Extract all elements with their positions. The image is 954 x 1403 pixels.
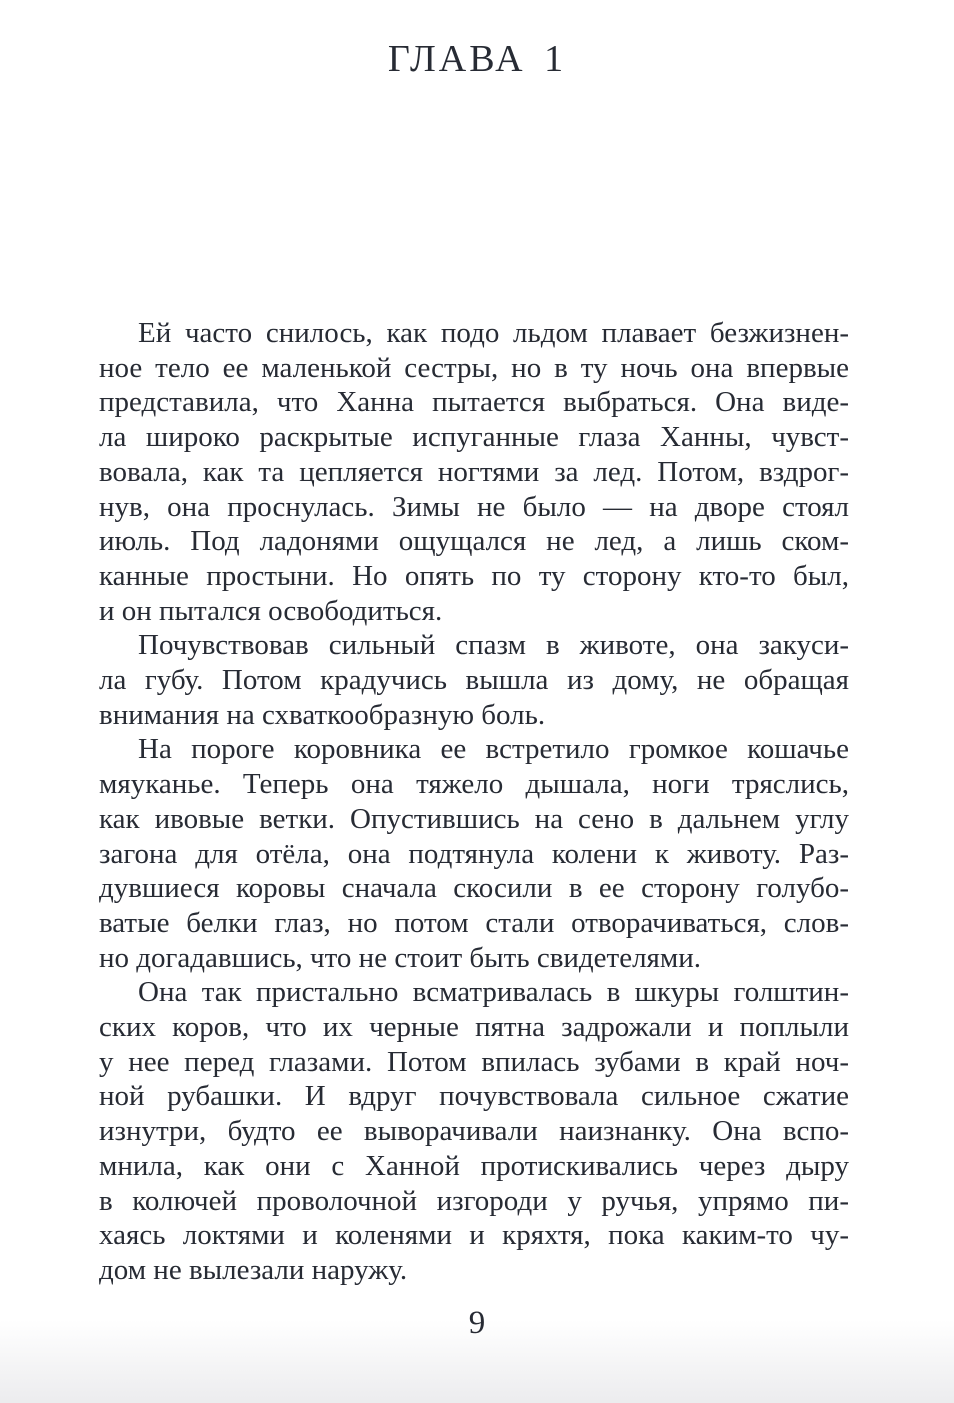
text-line: в колючей проволочной изгороди у ручья, упрямо пи- [99,1184,849,1217]
text-line: вовала, как та цепляется ногтями за лед. Потом, вздрог- [99,455,849,488]
text-line: Почувствовав сильный спазм в животе, она закуси- [138,629,849,662]
paragraph [99,732,849,975]
text-line: ских коров, что их черные пятна задрожали и поплыли [99,1011,849,1044]
text-line: нув, она проснулась. Зимы не было — на дворе стоял [99,490,849,523]
text-line: Ей часто снилось, как подо льдом плавает безжизнен- [138,317,849,349]
text-line: у нее перед глазами. Потом впилась зубами в край ноч- [99,1045,849,1078]
text-line: ное тело ее маленькой сестры, но в ту ночь она впервые [99,351,849,384]
text-line: ной рубашки. И вдруг почувствовала сильное сжатие [99,1080,849,1113]
text-line: хаясь локтями и коленями и кряхтя, пока каким-то чу- [99,1219,849,1252]
text-line: изнутри, будто ее выворачивали наизнанку. Она вспо- [99,1115,849,1148]
text-line: ватые белки глаз, но потом стали отворачиваться, слов- [99,906,849,939]
text-line: как ивовые ветки. Опустившись на сено в дальнем углу [99,802,849,835]
text-line: и он пытался освободиться. [99,594,443,627]
text-line: дом не вылезали наружу. [99,1253,408,1286]
paragraph [99,628,849,732]
text-line: На пороге коровника ее встретило громкое кошачье [138,733,849,766]
text-line: канные простыни. Но опять по ту сторону кто-то был, [99,559,849,592]
text-line: представила, что Ханна пытается выбраться. Она виде- [99,386,849,419]
text-line: ла широко раскрытые испуганные глаза Ханны, чувст- [99,421,849,454]
text-line: Она так пристально всматривалась в шкуры голштин- [138,976,849,1009]
text-line: мнила, как они с Ханной протискивались через дыру [99,1149,849,1182]
paragraph [99,975,849,1287]
text-line: но догадавшись, что не стоит быть свидетелями. [99,941,702,974]
paragraph [99,316,849,628]
text-line: мяуканье. Теперь она тяжело дышала, ноги тряслись, [99,768,849,801]
page-number: 9 [468,1305,486,1341]
text-line: загона для отёла, она подтянула колени к животу. Раз- [99,837,849,870]
chapter-heading: ГЛАВА 1 [387,38,567,80]
text-line: внимания на схваткообразную боль. [99,698,546,731]
text-line: ла губу. Потом крадучись вышла из дому, не обращая [99,664,849,697]
text-line: июль. Под ладонями ощущался не лед, а лишь ском- [99,525,849,558]
text-line: дувшиеся коровы сначала скосили в ее сторону голубо- [99,872,849,905]
text-block [99,316,849,1288]
